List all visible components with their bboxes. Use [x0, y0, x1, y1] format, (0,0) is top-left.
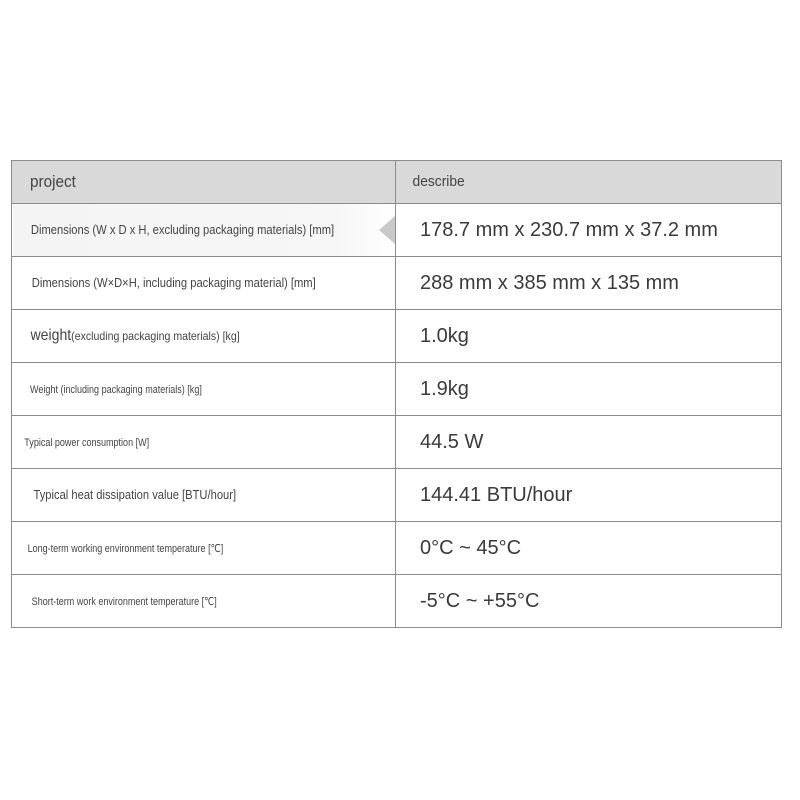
- row-value-cell: [396, 204, 782, 257]
- row-label-cell: [12, 416, 396, 469]
- header-describe-label: describe: [412, 173, 465, 190]
- row-value-cell: [396, 310, 782, 363]
- row-label: Long-term working environment temperature [℃]: [27, 543, 224, 555]
- table-header: [12, 161, 782, 204]
- table-row: [12, 416, 782, 469]
- table-row: [12, 363, 782, 416]
- row-label-main: weight: [30, 327, 72, 344]
- table-body: [12, 204, 782, 628]
- spec-table: [11, 160, 782, 628]
- row-value-cell: [396, 522, 782, 575]
- row-value-cell: [396, 469, 782, 522]
- table-row: [12, 204, 782, 257]
- header-cell-project: [12, 161, 396, 204]
- row-value-cell: [396, 575, 782, 628]
- table-row: [12, 522, 782, 575]
- row-value: 144.41 BTU/hour: [420, 483, 573, 506]
- row-value: 178.7 mm x 230.7 mm x 37.2 mm: [420, 218, 718, 241]
- row-label-cell: [12, 310, 396, 363]
- row-label-cell: [12, 575, 396, 628]
- row-label: Short-term work environment temperature [℃]: [31, 596, 217, 608]
- row-label-cell: [12, 469, 396, 522]
- row-value-cell: [396, 416, 782, 469]
- row-value: 1.9kg: [420, 377, 469, 400]
- row-value-cell: [396, 363, 782, 416]
- table-row: [12, 575, 782, 628]
- row-value-cell: [396, 257, 782, 310]
- row-value: 44.5 W: [420, 430, 484, 453]
- row-selection-marker: [379, 216, 395, 244]
- header-project-label: project: [30, 172, 76, 191]
- row-label-cell: [12, 257, 396, 310]
- row-value: -5°C ~ +55°C: [420, 589, 540, 612]
- row-label: Dimensions (W×D×H, including packaging material) [mm]: [31, 275, 316, 290]
- row-value: 1.0kg: [420, 324, 469, 347]
- table-row: [12, 310, 782, 363]
- row-label-cell: [12, 204, 396, 257]
- row-value: 0°C ~ 45°C: [420, 536, 522, 559]
- header-cell-describe: [396, 161, 782, 204]
- header-row: [12, 161, 782, 204]
- row-label: Dimensions (W x D x H, excluding packaging materials) [mm]: [30, 222, 335, 237]
- row-label: Weight (including packaging materials) [kg]: [30, 384, 202, 396]
- table-row: [12, 469, 782, 522]
- row-label-cell: [12, 522, 396, 575]
- row-label: [12, 327, 240, 345]
- row-label-rest: (excluding packaging materials) [kg]: [71, 329, 240, 343]
- row-label: Typical heat dissipation value [BTU/hour]: [33, 487, 237, 502]
- row-label: Typical power consumption [W]: [24, 437, 150, 449]
- row-label-cell: [12, 363, 396, 416]
- table-row: [12, 257, 782, 310]
- row-value: 288 mm x 385 mm x 135 mm: [420, 271, 679, 294]
